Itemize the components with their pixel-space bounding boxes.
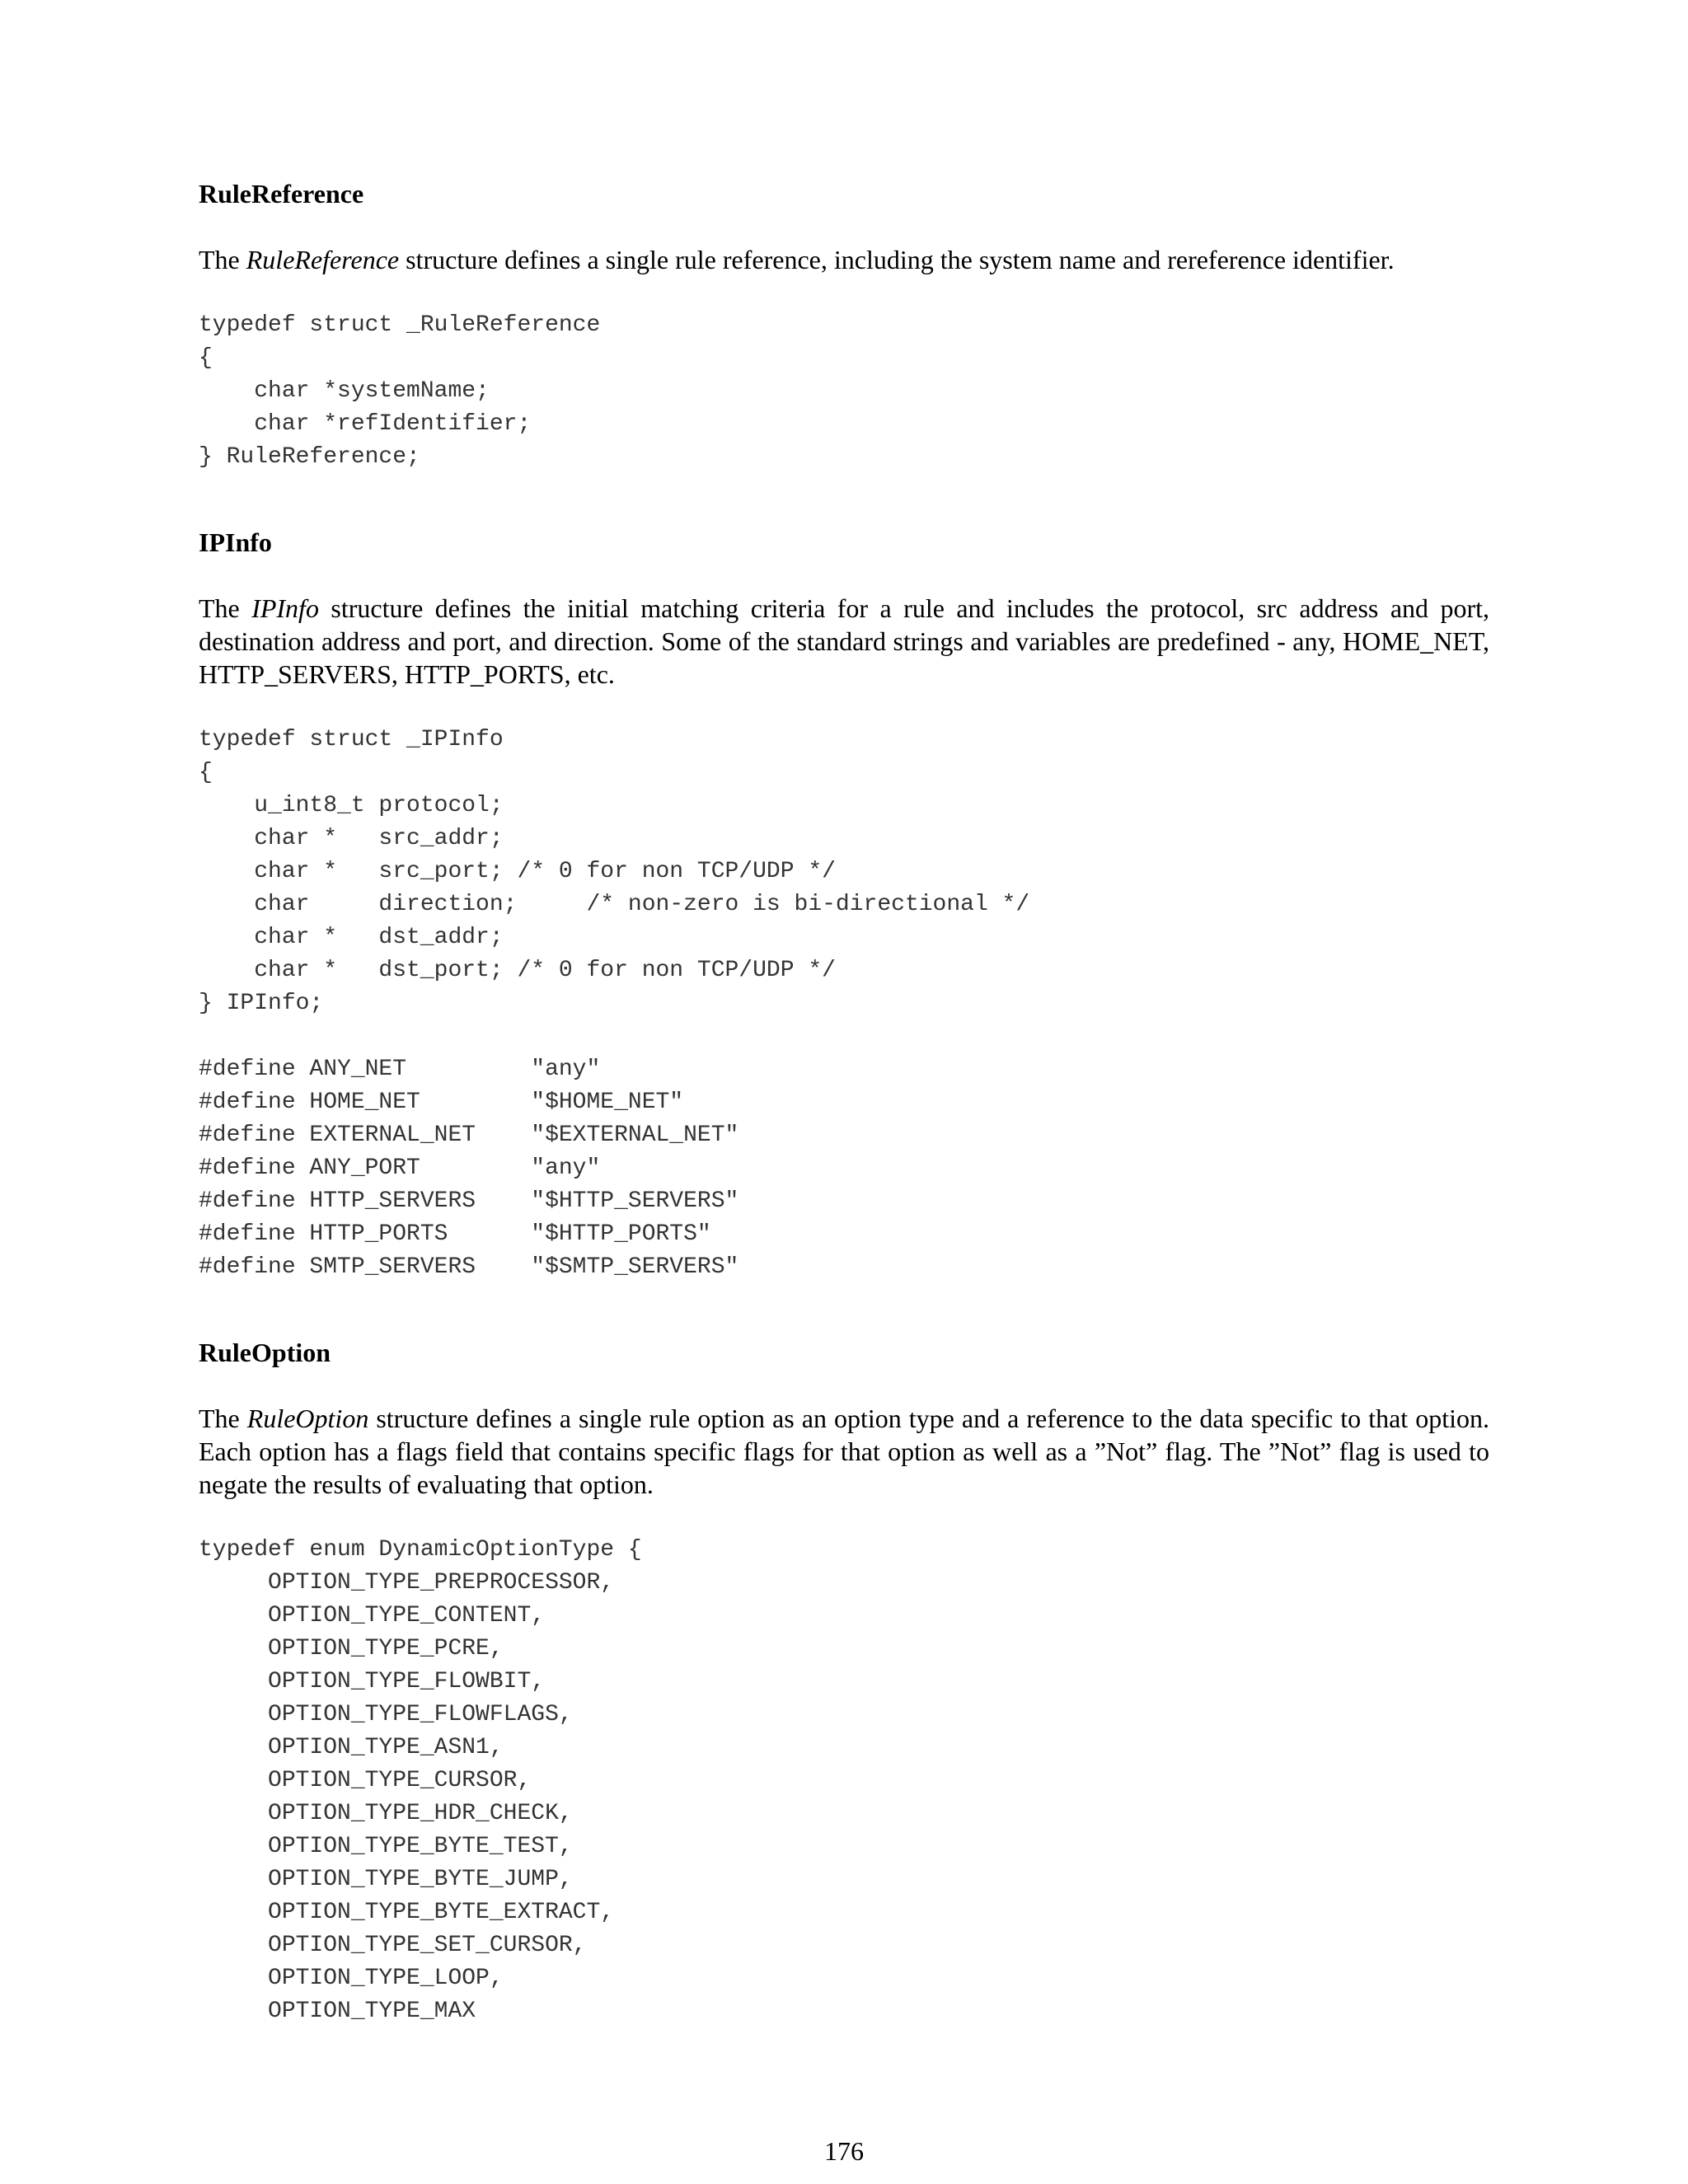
code-block-rulereference: typedef struct _RuleReference { char *systemName; char *refIdentifier; } RuleReference; [199, 312, 601, 470]
paragraph-emphasis: IPInfo [251, 593, 319, 623]
paragraph-ipinfo [199, 592, 1489, 691]
section-heading-rulereference: RuleReference [199, 179, 364, 209]
document-page [199, 177, 1489, 2028]
page-number: 176 [824, 2136, 864, 2166]
paragraph-text: The [199, 1404, 247, 1433]
paragraph-text: structure defines the initial matching criteria for a rule and includes the protocol, src address and port, destination address and port, and direction. Some of the standard strings and variables are predefined - any, HOME_NET, HTTP_SERVERS, HTTP_PORTS, etc. [199, 593, 1490, 689]
paragraph-text: structure defines a single rule reference, including the system name and rereference identifier. [399, 245, 1395, 274]
paragraph-rulereference [199, 243, 1489, 276]
code-block-ruleoption-enum: typedef enum DynamicOptionType { OPTION_TYPE_PREPROCESSOR, OPTION_TYPE_CONTENT, OPTION_TYPE_PCRE, OPTION_TYPE_FLOWBIT, OPTION_TYPE_FLOWFLAGS, OPTION_TYPE_ASN1, OPTION_TYPE_CURSOR, OPTION_TYPE_HDR_CHECK, OPTION_TYPE_BYTE_TEST, OPTION_TYPE_BYTE_JUMP, OPTION_TYPE_BYTE_EXTRACT, OPTION_TYPE_SET_CURSOR, OPTION_TYPE_LOOP, OPTION_TYPE_MAX [199, 1537, 642, 2024]
paragraph-ruleoption [199, 1402, 1489, 1501]
paragraph-text: structure defines a single rule option as an option type and a reference to the data specific to that option. Each option has a flags field that contains specific flags for that option as well as a ”Not” flag. The ”Not” flag is used to negate the results of evaluating that option. [199, 1404, 1490, 1499]
paragraph-emphasis: RuleOption [246, 1404, 369, 1433]
section-heading-ruleoption: RuleOption [199, 1338, 331, 1367]
code-block-ipinfo-defines: #define ANY_NET "any" #define HOME_NET "$HOME_NET" #define EXTERNAL_NET "$EXTERNAL_NET" #define ANY_PORT "any" #define HTTP_SERVERS "$HTTP_SERVERS" #define HTTP_PORTS "$HTTP_PORTS" #define SMTP_SERVERS "$SMTP_SERVERS" [199, 1057, 739, 1280]
paragraph-emphasis: RuleReference [246, 245, 400, 274]
code-block-ipinfo-struct: typedef struct _IPInfo { u_int8_t protocol; char * src_addr; char * src_port; /* 0 for non TCP/UDP */ char direction; /* non-zero is bi-directional */ char * dst_addr; char * dst_port; /* 0 for non TCP/UDP */ } IPInfo; [199, 727, 1030, 1016]
paragraph-text: The [199, 245, 246, 274]
section-heading-ipinfo: IPInfo [199, 527, 272, 557]
paragraph-text: The [199, 593, 252, 623]
